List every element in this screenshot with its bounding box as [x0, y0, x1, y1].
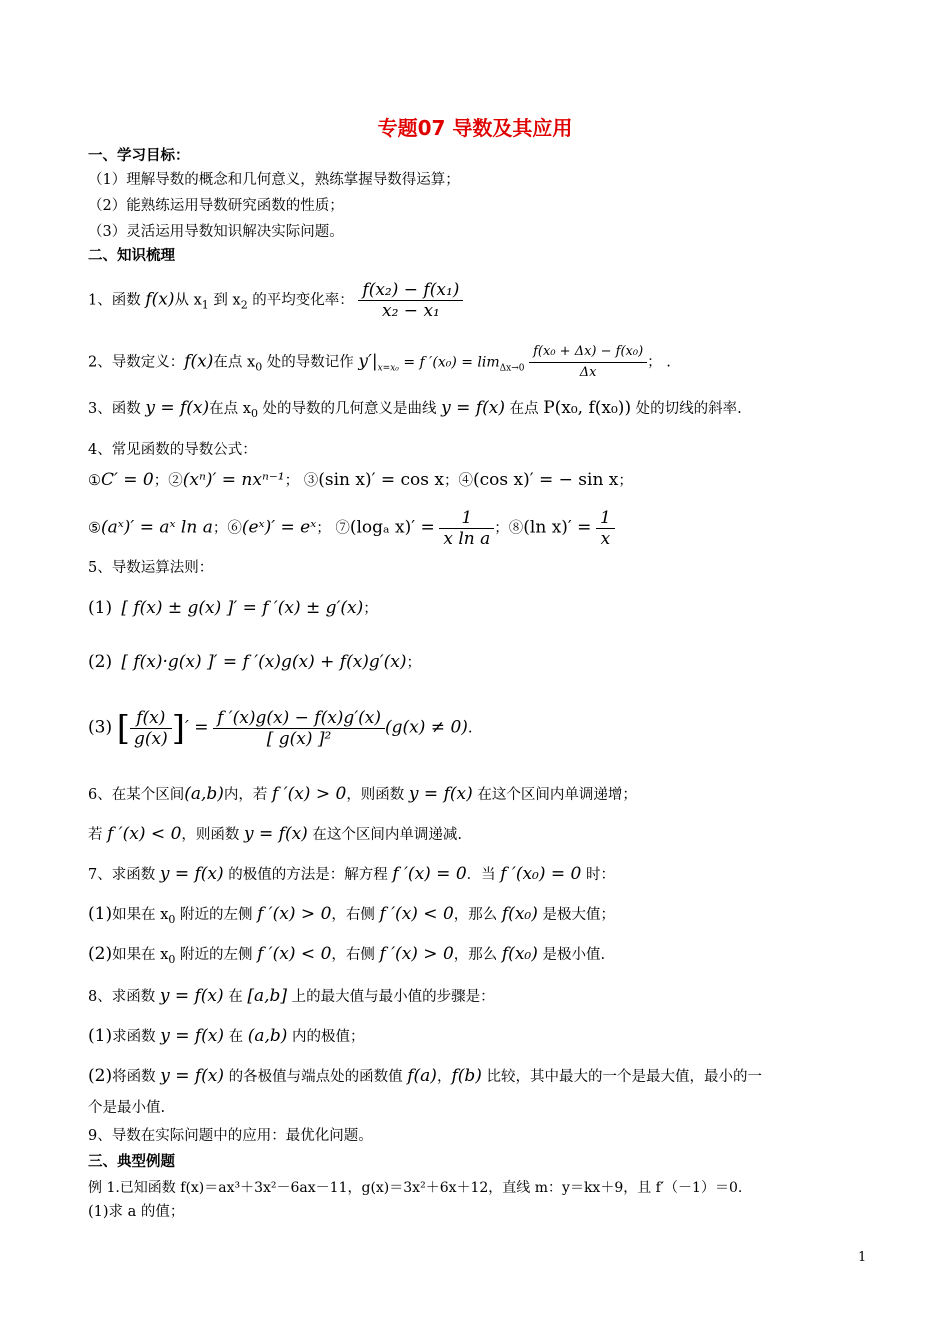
knowledge-item-5: 5、导数运算法则：: [88, 560, 214, 576]
goal-item: （1）理解导数的概念和几何意义，熟练掌握导数得运算；: [88, 172, 460, 188]
goal-item: （3）灵活运用导数知识解决实际问题。: [88, 224, 344, 240]
knowledge-item-8a: (1)求函数 y = f(x) 在 (a,b) 内的极值；: [88, 1026, 365, 1046]
knowledge-item-9: 9、导数在实际问题中的应用：最优化问题。: [88, 1128, 373, 1144]
section-heading-knowledge: 二、知识梳理: [88, 248, 175, 264]
derivative-definition-fraction: $\frac{\text{f(x₀ + Δx) − f(x₀)}}{\Delta x}$: [529, 342, 647, 383]
log-derivative-fraction: $\frac{1}{\text{x ln a}}$: [439, 508, 494, 549]
section-heading-goals: 一、学习目标：: [88, 148, 190, 164]
quotient-inner-fraction: $\frac{f(x)}{g(x)}$: [130, 708, 172, 749]
ln-derivative-fraction: $\frac{1}{x}$: [596, 508, 615, 549]
knowledge-item-6b: 若 f ′(x) < 0，则函数 y = f(x) 在这个区间内单调递减.: [88, 824, 463, 844]
page-title: 专题07 导数及其应用: [377, 116, 573, 140]
knowledge-item-3: 3、函数 y = f(x)在点 $x_0$ 处的导数的几何意义是曲线 y = f(x) 在点 P(x₀, f(x₀)) 处的切线的斜率.: [88, 398, 742, 420]
knowledge-item-7a: (1)如果在 $x_0$ 附近的左侧 f ′(x) > 0，右侧 f ′(x) < 0，那么 f(x₀) 是极大值；: [88, 904, 615, 926]
knowledge-item-6: 6、在某个区间(a,b)内，若 f ′(x) > 0，则函数 y = f(x) 在这个区间内单调递增；: [88, 784, 637, 804]
goal-item: （2）能熟练运用导数研究函数的性质；: [88, 198, 344, 214]
average-rate-fraction: $\frac{\text{f(x₂) − f(x₁)}}{\text{x₂ − x₁}}$: [358, 280, 463, 321]
quotient-rule-fraction: $\frac{f '(x)g(x) - f(x)g'(x)}{\text{[ g(x) ]²}}$: [213, 708, 385, 749]
knowledge-item-2: 2、导数定义：f(x)在点 $x_0$ 处的导数记作 $y'|_{x=x_0} = f$ $'(x_0) = \lim_{\Delta x\to 0}$ $\frac{\text{f(x₀ + Δx) − f(x₀)}}{\Delta x}$ ； .: [88, 342, 671, 383]
page-number: 1: [858, 1250, 867, 1265]
knowledge-item-8c: 个是最小值.: [88, 1100, 166, 1116]
derivative-rule-quotient: (3) [ $\frac{f(x)}{g(x)}$ ]′ = $\frac{f '(x)g(x) - f(x)g'(x)}{\text{[ g(x) ]²}}$ (g(x) ≠ 0).: [88, 708, 473, 749]
knowledge-item-8: 8、求函数 y = f(x) 在 [a,b] 上的最大值与最小值的步骤是：: [88, 986, 495, 1006]
derivative-formulas-row-1: ①C′ = 0；②(xⁿ)′ = nxⁿ⁻¹； ③(sin x)′ = cos x；④(cos x)′ = − sin x；: [88, 470, 633, 490]
knowledge-item-8b: (2)将函数 y = f(x) 的各极值与端点处的函数值 f(a)，f(b) 比较，其中最大的一个是最大值，最小的一: [88, 1066, 762, 1086]
section-heading-examples: 三、典型例题: [88, 1154, 175, 1170]
example-1-statement: 例 1.已知函数 f(x)＝ax³＋3x²－6ax－11，g(x)＝3x²＋6x＋12，直线 m：y＝kx＋9，且 f′（－1）＝0.: [88, 1180, 743, 1196]
knowledge-item-1: 1、函数 f(x)从 $x_1$ 到 $x_2$ 的平均变化率： $\frac{\text{f(x₂) − f(x₁)}}{\text{x₂ − x₁}}$: [88, 280, 463, 321]
derivative-formulas-row-2: ⑤(aˣ)′ = aˣ ln a；⑥(eˣ)′ = eˣ； ⑦(logₐ x)′ = $\frac{1}{\text{x ln a}}$ ；⑧(ln x)′ = $\frac{1}{x}$: [88, 508, 615, 549]
knowledge-item-4: 4、常见函数的导数公式：: [88, 442, 257, 458]
derivative-rule-product: (2) [ f(x)·g(x) ]′ = f ′(x)g(x) + f(x)g′(x)；: [88, 652, 422, 672]
knowledge-item-7: 7、求函数 y = f(x) 的极值的方法是：解方程 f ′(x) = 0．当 f ′(x₀) = 0 时：: [88, 864, 615, 884]
example-1-question-1: (1)求 a 的值；: [88, 1204, 185, 1220]
knowledge-item-7b: (2)如果在 $x_0$ 附近的左侧 f ′(x) < 0，右侧 f ′(x) > 0，那么 f(x₀) 是极小值.: [88, 944, 606, 966]
derivative-rule-sum: (1) [ f(x) ± g(x) ]′ = f ′(x) ± g′(x)；: [88, 598, 378, 618]
